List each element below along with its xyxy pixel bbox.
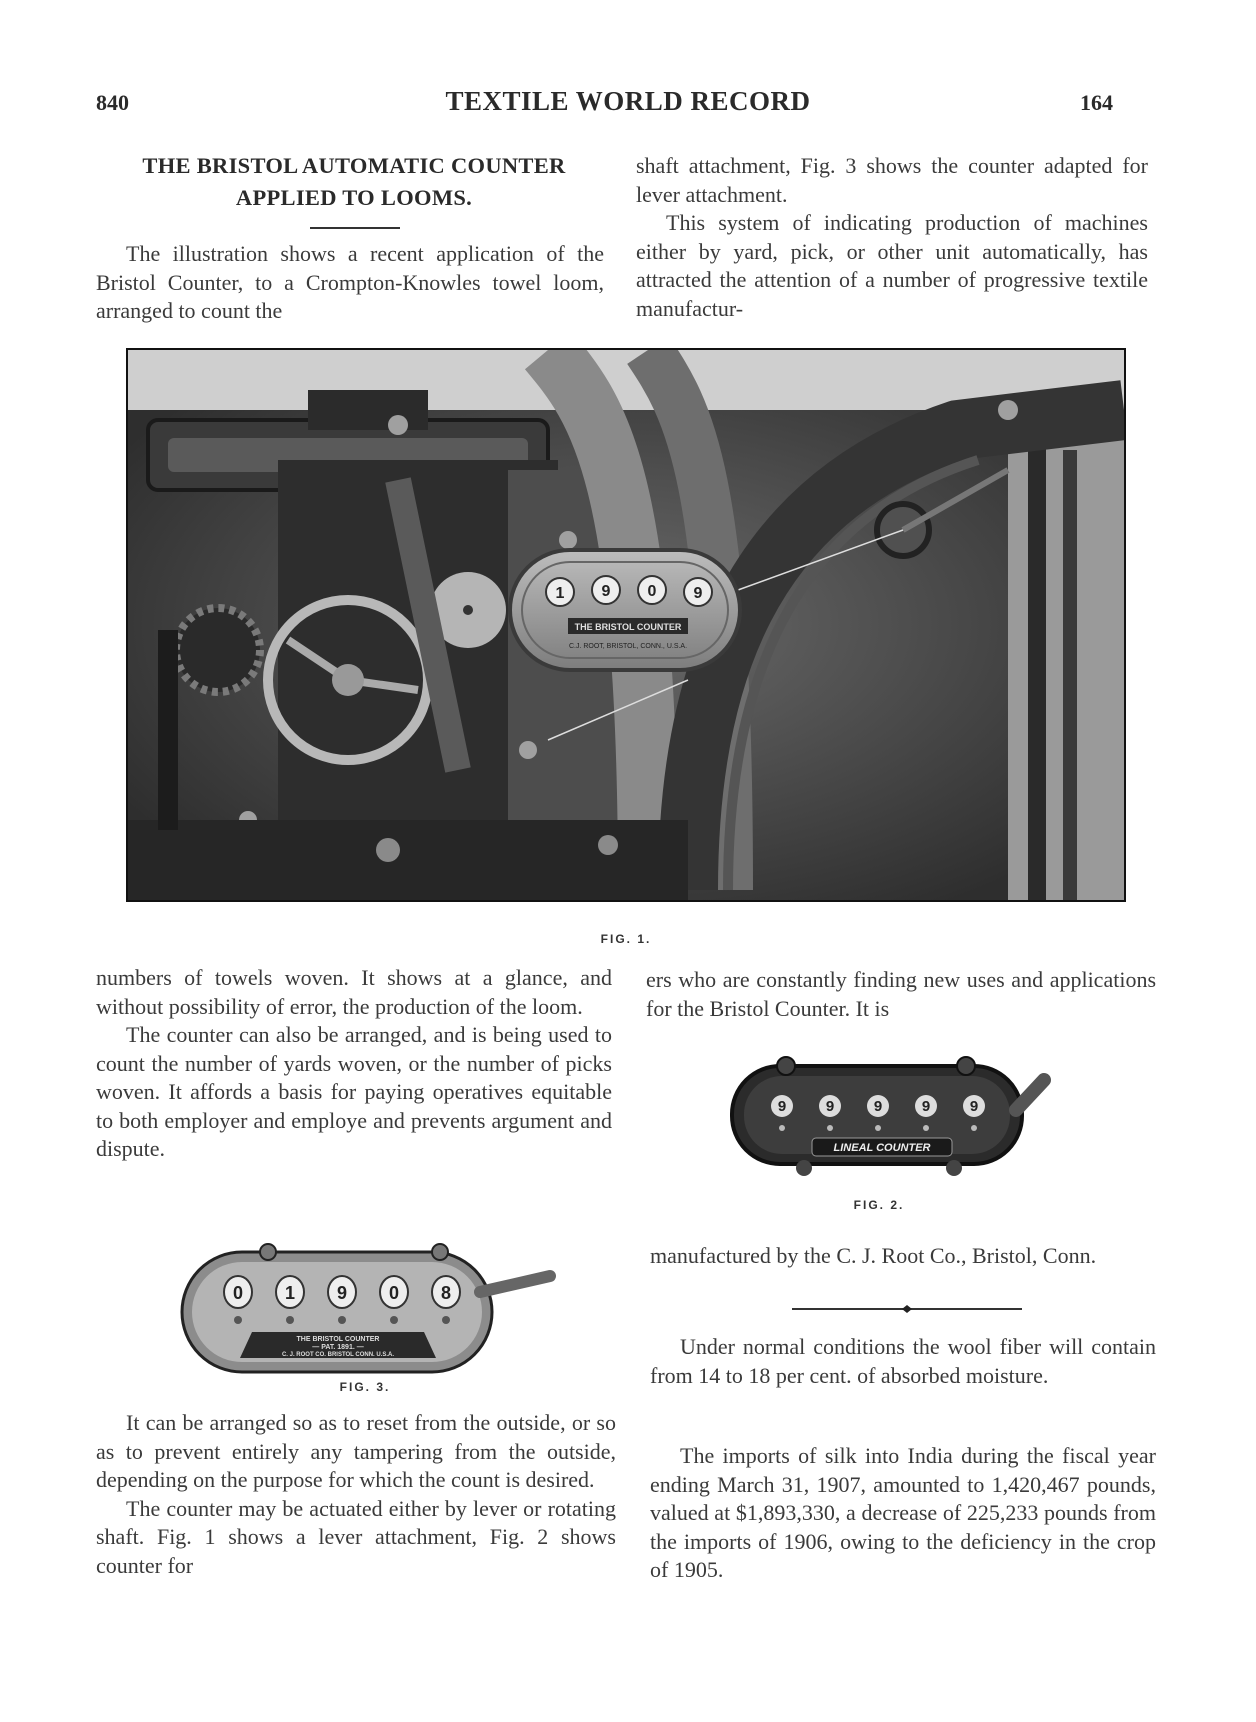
- counter-digit: 9: [336, 1283, 348, 1303]
- lineal-counter-illustration: [724, 1040, 1074, 1190]
- page-number-right: 164: [1080, 90, 1113, 115]
- wool-note: [650, 1333, 1156, 1390]
- figure-2-lineal-counter: [724, 1040, 1074, 1190]
- counter-label-line: C. J. ROOT CO. BRISTOL CONN. U.S.A.: [281, 1352, 395, 1358]
- paragraph: This system of indicating production of machines either by yard, pick, or other unit automatically, has attracted the attention of a number of progressive textile manufactur-: [636, 210, 1148, 321]
- headline-line-1: THE BRISTOL AUTOMATIC COUNTER: [142, 153, 566, 178]
- figure-2-caption: FIG. 2.: [853, 1198, 905, 1212]
- counter-digit: 1: [555, 585, 565, 602]
- counter-digit: 9: [825, 1098, 835, 1115]
- counter-plate-text: THE BRISTOL COUNTER: [574, 622, 682, 632]
- counter-label-line: — PAT. 1891. —: [312, 1344, 364, 1351]
- bristol-counter-illustration: [180, 1236, 560, 1386]
- counter-maker-text: C.J. ROOT, BRISTOL, CONN., U.S.A.: [568, 643, 688, 650]
- counter-digit: 8: [440, 1283, 452, 1303]
- paragraph: The illustration shows a recent application of the Bristol Counter, to a Crompton-Knowles towel loom, arranged to count the: [96, 241, 604, 323]
- counter-label-line: THE BRISTOL COUNTER: [296, 1336, 380, 1343]
- col1-top-text: [96, 240, 604, 326]
- paragraph: The counter may be actuated either by lever or rotating shaft. Fig. 1 shows a lever attachment, Fig. 2 shows counter for: [96, 1495, 616, 1578]
- counter-digit: 9: [601, 583, 611, 600]
- counter-digit: 9: [777, 1098, 787, 1115]
- col2-top-text: [636, 152, 1148, 323]
- paragraph: manufactured by the C. J. Root Co., Bristol, Conn.: [650, 1243, 1097, 1268]
- paragraph: Under normal conditions the wool fiber will contain from 14 to 18 per cent. of absorbed moisture.: [650, 1334, 1156, 1388]
- counter-digit: 9: [693, 585, 703, 602]
- paragraph: It can be arranged so as to reset from the outside, or so as to prevent entirely any tampering from the outside, depending on the purpose for which the count is desired.: [96, 1410, 616, 1492]
- counter-digit: 9: [873, 1098, 883, 1115]
- silk-note: [650, 1442, 1156, 1585]
- counter-digit: 9: [921, 1098, 931, 1115]
- lineal-counter-label: LINEAL COUNTER: [833, 1142, 931, 1154]
- counter-digit: 9: [969, 1098, 979, 1115]
- figure-3-bristol-counter: [180, 1236, 560, 1386]
- counter-digit: 0: [388, 1283, 400, 1303]
- counter-digit: 0: [232, 1283, 244, 1303]
- paragraph: The counter can also be arranged, and is being used to count the number of yards woven, or the number of picks woven. It affords a basis for paying operatives equitable to both employer and employe and prevents argument and dispute.: [96, 1022, 612, 1161]
- col1-bottom-text: [96, 1409, 616, 1580]
- paragraph: ers who are constantly finding new uses and applications for the Bristol Counter. It is: [646, 967, 1156, 1021]
- counter-digit: 0: [647, 583, 657, 600]
- loom-illustration: [128, 350, 1124, 900]
- journal-title: TEXTILE WORLD RECORD: [445, 86, 811, 116]
- figure-1-caption: FIG. 1.: [600, 932, 652, 946]
- paragraph: shaft attachment, Fig. 3 shows the counter adapted for lever attachment.: [636, 153, 1148, 207]
- counter-digit: 1: [284, 1283, 296, 1303]
- col2-after-fig2-text: [650, 1242, 1156, 1271]
- col2-mid-text: [646, 966, 1156, 1023]
- col1-mid-text: [96, 964, 612, 1164]
- figure-3-caption: FIG. 3.: [339, 1380, 391, 1394]
- figure-1-loom-photo: [126, 348, 1126, 902]
- headline-line-2: APPLIED TO LOOMS.: [235, 185, 473, 210]
- ornamental-divider: [792, 1305, 1022, 1313]
- paragraph: numbers of towels woven. It shows at a glance, and without possibility of error, the production of the loom.: [96, 965, 612, 1019]
- paragraph: The imports of silk into India during the fiscal year ending March 31, 1907, amounted to 1,420,467 pounds, valued at $1,893,330, a decrease of 225,233 pounds from the imports of 1906, owing to the deficiency in the crop of 1905.: [650, 1443, 1156, 1582]
- bristol-counter-device: [510, 550, 740, 670]
- running-header: [0, 86, 1256, 122]
- page-number-left: 840: [96, 90, 129, 115]
- article-headline: [96, 150, 612, 214]
- headline-rule: [310, 227, 400, 229]
